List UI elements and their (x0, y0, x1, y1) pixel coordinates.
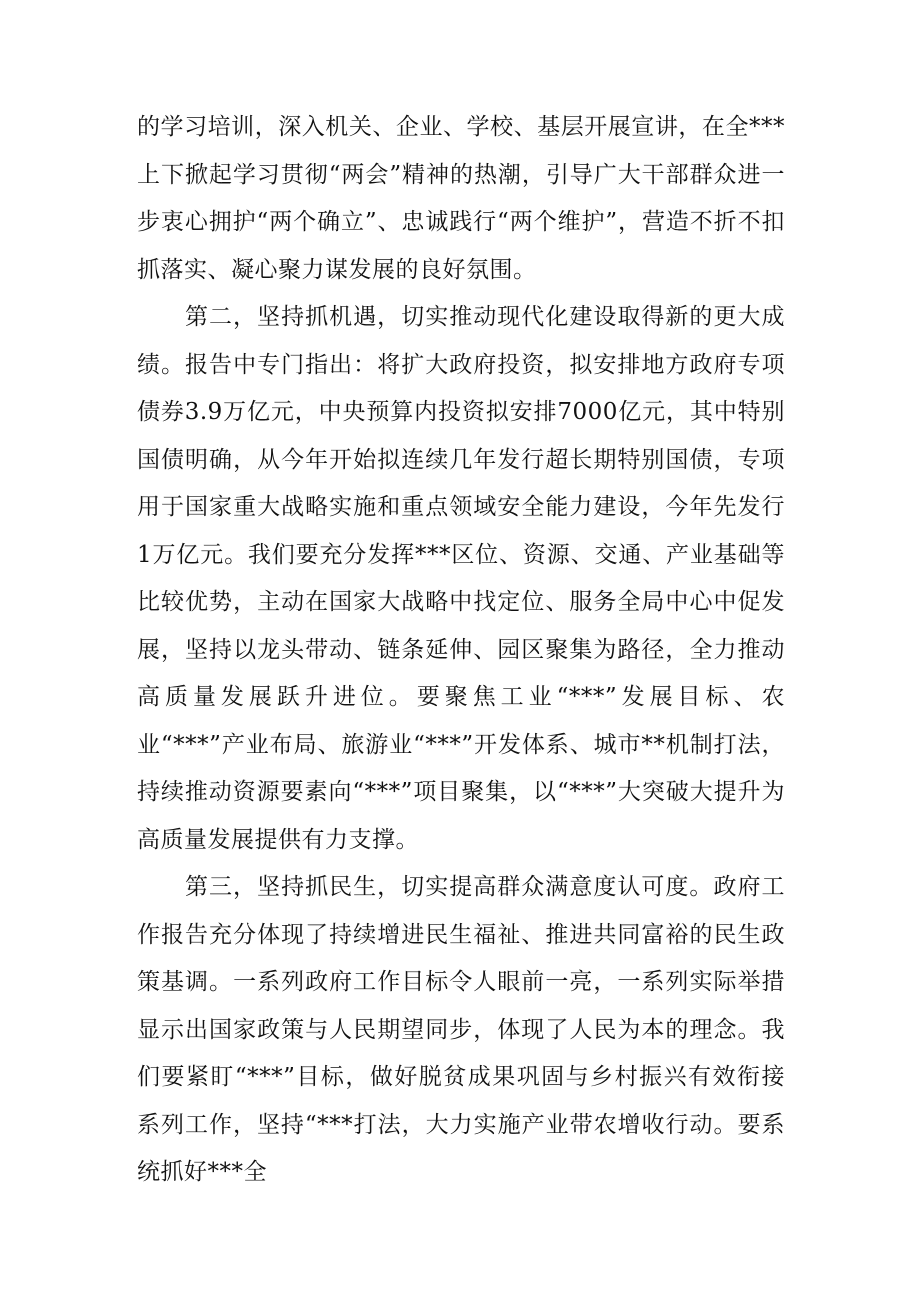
paragraph-2: 第二，坚持抓机遇，切实推动现代化建设取得新的更大成绩。报告中专门指出：将扩大政府投资，拟安排地方政府专项债券3.9万亿元，中央预算内投资拟安排7000亿元，其中特别国债明确，从今年开始拟连续几年发行超长期特别国债，专项用于国家重大战略实施和重点领域安全能力建设，今年先发行1万亿元。我们要充分发挥***区位、资源、交通、产业基础等比较优势，主动在国家大战略中找定位、服务全局中心中促发展，坚持以龙头带动、链条延伸、园区聚集为路径，全力推动高质量发展跃升进位。要聚焦工业“***”发展目标、农业“***”产业布局、旅游业“***”开发体系、城市**机制打法，持续推动资源要素向“***”项目聚集，以“***”大突破大提升为高质量发展提供有力支撑。 (137, 304, 785, 853)
document-body (137, 104, 785, 1197)
paragraph-1: 的学习培训，深入机关、企业、学校、基层开展宣讲，在全***上下掀起学习贯彻“两会”精神的热潮，引导广大干部群众进一步衷心拥护“两个确立”、忠诚践行“两个维护”，营造不折不扣抓落实、凝心聚力谋发展的良好氛围。 (137, 114, 785, 283)
paragraph-3: 第三，坚持抓民生，切实提高群众满意度认可度。政府工作报告充分体现了持续增进民生福祉、推进共同富裕的民生政策基调。一系列政府工作目标令人眼前一亮，一系列实际举措显示出国家政策与人民期望同步，体现了人民为本的理念。我们要紧盯“***”目标，做好脱贫成果巩固与乡村振兴有效衔接系列工作，坚持“***打法，大力实施产业带农增收行动。要系统抓好***全 (137, 874, 785, 1185)
